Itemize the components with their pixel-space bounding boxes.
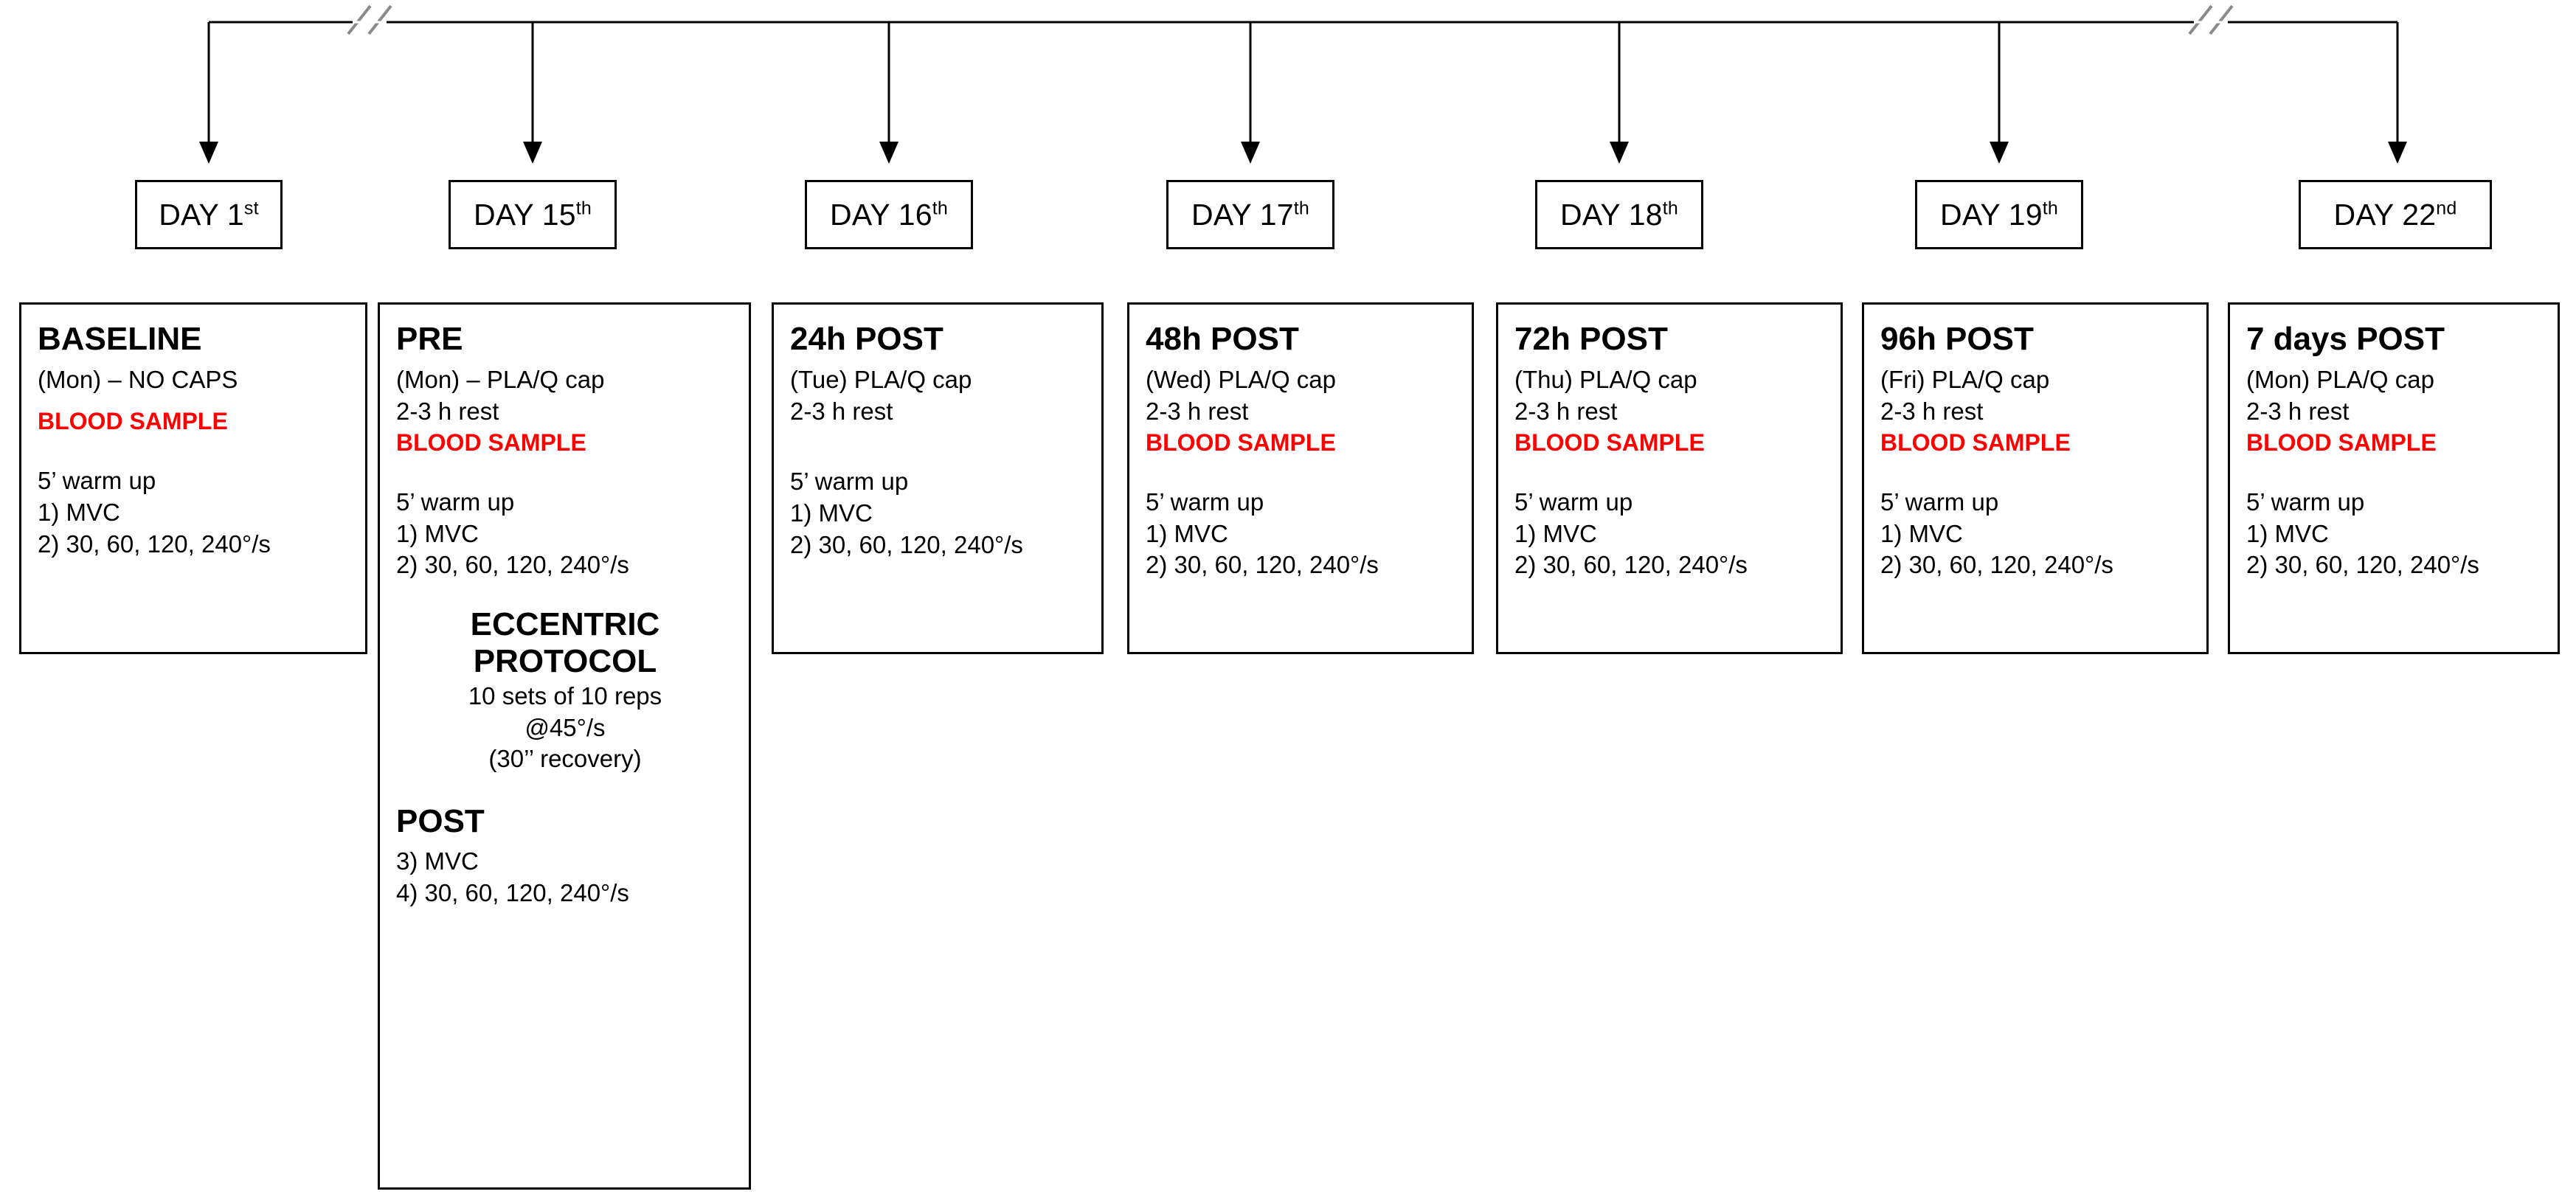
blood-sample-label: BLOOD SAMPLE	[2246, 429, 2437, 457]
card-subject-line: (Mon) – PLA/Q cap	[396, 366, 605, 394]
rest-line: 2-3 h rest	[2246, 398, 2350, 426]
day-box-6	[1915, 180, 2083, 249]
test-item-1: 1) MVC	[1514, 519, 1597, 547]
post-title: POST	[396, 803, 485, 840]
day-label: DAY 15th	[474, 197, 592, 232]
rest-line: 2-3 h rest	[396, 398, 499, 426]
warmup-line: 5’ warm up	[1146, 488, 1264, 516]
day-label: DAY 1st	[159, 197, 259, 232]
test-item-1: 1) MVC	[1146, 519, 1228, 547]
card-subject-line: (Tue) PLA/Q cap	[790, 366, 972, 394]
card-title: 7 days POST	[2246, 321, 2445, 357]
test-item-2: 2) 30, 60, 120, 240°/s	[790, 530, 1023, 558]
blood-sample-label: BLOOD SAMPLE	[396, 429, 586, 457]
rest-line: 2-3 h rest	[790, 398, 893, 426]
blood-sample-label: BLOOD SAMPLE	[38, 408, 228, 435]
day-box-5	[1535, 180, 1703, 249]
test-item-1: 1) MVC	[2246, 519, 2329, 547]
card-7days-post	[2228, 302, 2560, 654]
test-item-2: 2) 30, 60, 120, 240°/s	[1514, 551, 1748, 579]
day-box-1	[135, 180, 283, 249]
protocol-cards	[0, 302, 2576, 1195]
test-item-2: 2) 30, 60, 120, 240°/s	[396, 551, 629, 579]
warmup-line: 5’ warm up	[790, 468, 909, 496]
blood-sample-label: BLOOD SAMPLE	[1146, 429, 1336, 457]
card-subject-line: (Wed) PLA/Q cap	[1146, 366, 1336, 394]
day-label: DAY 17th	[1191, 197, 1309, 232]
card-title: 96h POST	[1880, 321, 2034, 357]
rest-line: 2-3 h rest	[1880, 398, 1984, 426]
test-item-1: 1) MVC	[396, 519, 479, 547]
day-label: DAY 22nd	[2333, 197, 2457, 232]
protocol-detail-1: 10 sets of 10 reps	[468, 681, 662, 709]
day-label: DAY 18th	[1560, 197, 1678, 232]
card-subject-line: (Thu) PLA/Q cap	[1514, 366, 1697, 394]
warmup-line: 5’ warm up	[2246, 488, 2365, 516]
card-pre	[378, 302, 751, 1190]
card-48h-post	[1127, 302, 1474, 654]
card-baseline	[19, 302, 367, 654]
card-24h-post	[772, 302, 1104, 654]
warmup-line: 5’ warm up	[1514, 488, 1633, 516]
rest-line: 2-3 h rest	[1514, 398, 1618, 426]
blood-sample-label: BLOOD SAMPLE	[1514, 429, 1705, 457]
test-item-1: 1) MVC	[1880, 519, 1963, 547]
day-box-3	[805, 180, 973, 249]
test-item-2: 2) 30, 60, 120, 240°/s	[1146, 551, 1379, 579]
post-item-3: 3) MVC	[396, 847, 479, 875]
day-label: DAY 19th	[1940, 197, 2058, 232]
day-box-7	[2299, 180, 2492, 249]
post-item-4: 4) 30, 60, 120, 240°/s	[396, 879, 629, 907]
protocol-detail-3: (30’’ recovery)	[488, 745, 642, 773]
blood-sample-label: BLOOD SAMPLE	[1880, 429, 2071, 457]
card-subject-line: (Mon) PLA/Q cap	[2246, 366, 2434, 394]
protocol-title-line-1: ECCENTRIC	[470, 606, 660, 643]
day-box-2	[449, 180, 617, 249]
test-item-1: 1) MVC	[38, 498, 120, 526]
warmup-line: 5’ warm up	[396, 488, 515, 516]
day-label: DAY 16th	[830, 197, 948, 232]
card-title: 24h POST	[790, 321, 944, 357]
card-96h-post	[1862, 302, 2209, 654]
timeline-axis	[0, 0, 2576, 184]
test-item-2: 2) 30, 60, 120, 240°/s	[1880, 551, 2113, 579]
card-title: PRE	[396, 321, 463, 357]
protocol-detail-2: @45°/s	[524, 713, 606, 741]
card-title: 72h POST	[1514, 321, 1668, 357]
warmup-line: 5’ warm up	[1880, 488, 1999, 516]
card-title: 48h POST	[1146, 321, 1299, 357]
test-item-2: 2) 30, 60, 120, 240°/s	[38, 530, 271, 558]
test-item-2: 2) 30, 60, 120, 240°/s	[2246, 551, 2479, 579]
card-subject-line: (Fri) PLA/Q cap	[1880, 366, 2050, 394]
card-title: BASELINE	[38, 321, 202, 357]
warmup-line: 5’ warm up	[38, 466, 156, 494]
card-72h-post	[1496, 302, 1843, 654]
day-boxes-row	[0, 180, 2576, 251]
card-subject-line: (Mon) – NO CAPS	[38, 366, 238, 394]
rest-line: 2-3 h rest	[1146, 398, 1249, 426]
day-box-4	[1166, 180, 1334, 249]
protocol-title-line-2: PROTOCOL	[473, 643, 657, 680]
test-item-1: 1) MVC	[790, 499, 873, 527]
